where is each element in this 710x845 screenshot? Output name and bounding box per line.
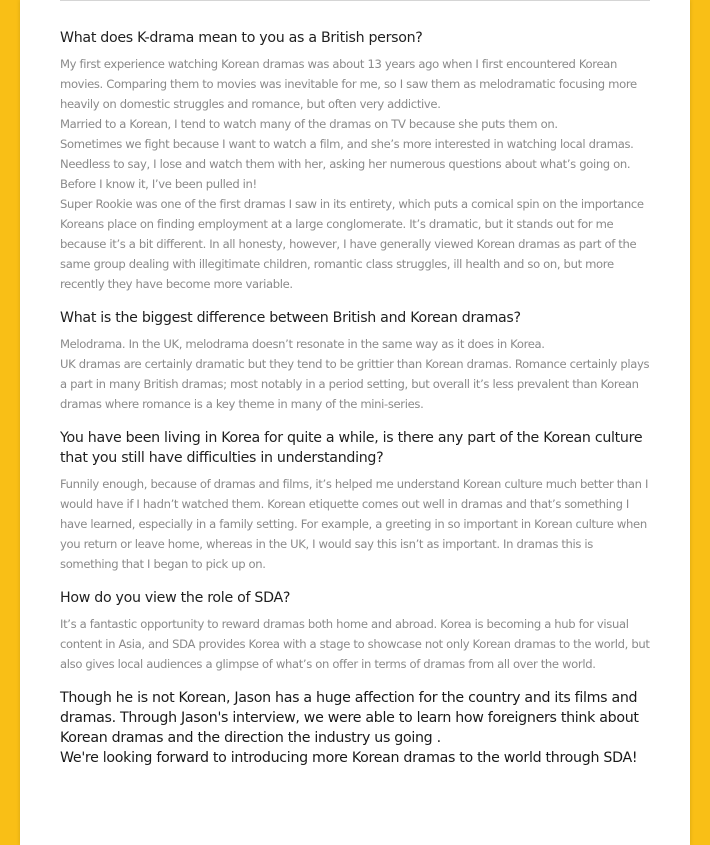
- answer-paragraph: Funnily enough, because of dramas and films, it’s helped me understand Korean culture much better than I would have if I hadn’t watched them. Korean etiquette comes out well in dramas and that’s something I have learned, especially in a family setting. For example, a greeting in so important in Korean culture when you return or leave home, whereas in the UK, I would say this isn’t as important. In dramas this is something that I began to pick up on.: [60, 477, 649, 571]
- closing-remarks: [60, 688, 654, 768]
- question-heading: What is the biggest difference between British and Korean dramas?: [60, 310, 521, 326]
- top-divider: [60, 0, 650, 1]
- question-heading: What does K-drama mean to you as a British person?: [60, 30, 423, 46]
- answer: [60, 334, 654, 414]
- qa-section: [60, 428, 654, 574]
- answer: [60, 614, 654, 674]
- answer-paragraph: Melodrama. In the UK, melodrama doesn’t resonate in the same way as it does in Korea.: [60, 337, 545, 351]
- qa-section: [60, 28, 654, 294]
- answer-paragraph: UK dramas are certainly dramatic but they tend to be grittier than Korean dramas. Romance certainly plays a part in many British dramas; most notably in a period setting, but overall it’s less prevalent than Korean dramas where romance is a key theme in many of the mini-series.: [60, 357, 650, 411]
- answer: [60, 474, 654, 574]
- question-heading: How do you view the role of SDA?: [60, 590, 291, 606]
- article-page: [20, 0, 690, 845]
- answer-paragraph: It’s a fantastic opportunity to reward dramas both home and abroad. Korea is becoming a hub for visual content in Asia, and SDA provides Korea with a stage to showcase not only Korean dramas to the world, but also gives local audiences a glimpse of what’s on offer in terms of dramas from all over the world.: [60, 617, 650, 671]
- qa-section: [60, 308, 654, 414]
- question-heading: You have been living in Korea for quite a while, is there any part of the Korean culture that you still have difficulties in understanding?: [60, 430, 643, 466]
- closing-paragraph: We're looking forward to introducing more Korean dramas to the world through SDA!: [60, 750, 638, 766]
- answer-paragraph: Super Rookie was one of the first dramas I saw in its entirety, which puts a comical spin on the importance Koreans place on finding employment at a large conglomerate. It’s dramatic, but it stands out for me because it’s a bit different. In all honesty, however, I have generally viewed Korean dramas as part of the same group dealing with illegitimate children, romantic class struggles, ill health and so on, but more recently they have become more variable.: [60, 197, 644, 291]
- answer-paragraph: Married to a Korean, I tend to watch many of the dramas on TV because she puts them on.: [60, 117, 558, 131]
- qa-section: [60, 588, 654, 674]
- closing-paragraph: Though he is not Korean, Jason has a huge affection for the country and its films and dramas. Through Jason's interview, we were able to learn how foreigners think about Korean dramas and the direction the industry us going .: [60, 690, 639, 746]
- answer-paragraph: Sometimes we fight because I want to watch a film, and she’s more interested in watching local dramas. Needless to say, I lose and watch them with her, asking her numerous questions about what’s going on. Before I know it, I’ve been pulled in!: [60, 137, 634, 191]
- answer: [60, 54, 654, 294]
- interview-content: [60, 28, 654, 768]
- answer-paragraph: My first experience watching Korean dramas was about 13 years ago when I first encountered Korean movies. Comparing them to movies was inevitable for me, so I saw them as melodramatic focusing more heavily on domestic struggles and romance, but often very addictive.: [60, 57, 637, 111]
